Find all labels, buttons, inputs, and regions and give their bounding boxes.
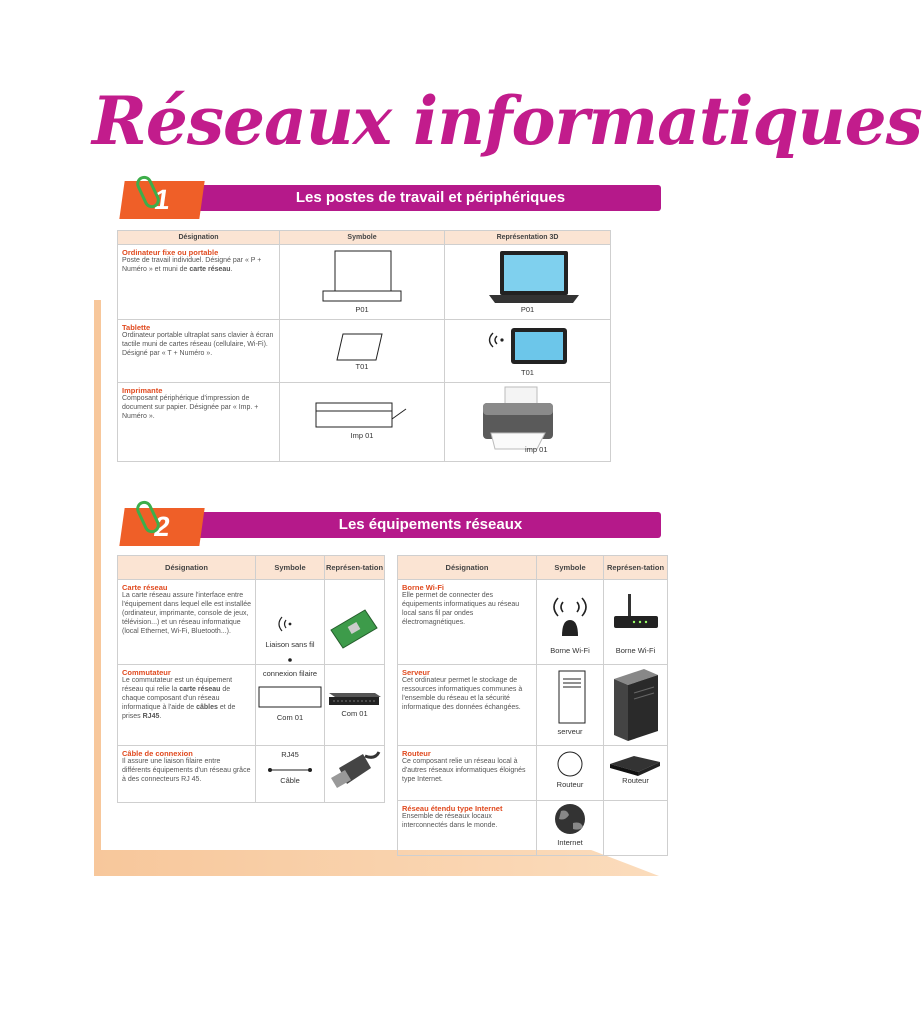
side-accent-bar [94, 300, 101, 860]
symbol-cell [256, 580, 325, 678]
router-icon [604, 746, 667, 798]
tablet-symbol-icon [280, 320, 444, 380]
col-symbol: Symbole [280, 231, 445, 245]
repr-cell [445, 245, 611, 320]
table-row [118, 580, 385, 665]
item-title: Câble de connexion [122, 749, 193, 758]
item-desc: Ordinateur portable ultraplat sans clavier à écran tactile muni de cartes réseau (cellulaire, Wi-Fi). Désigné par « T + Numéro ». [122, 332, 274, 357]
table-row [118, 665, 385, 746]
col-repr: Représen-tation [604, 556, 668, 580]
symbol-label: Borne Wi-Fi [550, 646, 590, 655]
symbol-label: Câble [280, 776, 300, 785]
repr-cell [325, 746, 385, 803]
col-repr: Représen-tation [325, 556, 385, 580]
section-1-heading-bar [200, 185, 661, 211]
designation-cell [398, 665, 537, 746]
col-designation: Désignation [118, 556, 256, 580]
item-title: Routeur [402, 749, 431, 758]
designation-cell [398, 801, 537, 856]
item-desc: Poste de travail individuel. Désigné par « P + Numéro » et muni de carte réseau. [122, 257, 262, 273]
col-3d: Représentation 3D [445, 231, 611, 245]
item-title: Commutateur [122, 668, 171, 677]
symbol-label: T01 [355, 362, 369, 371]
symbol-label: Liaison sans fil [265, 640, 315, 649]
item-title: Imprimante [122, 386, 163, 395]
designation-cell [118, 665, 256, 746]
repr-label: Com 01 [341, 709, 368, 718]
symbol-cell [537, 580, 604, 665]
repr-label: T01 [521, 368, 534, 377]
symbol-label-top: RJ45 [281, 750, 299, 759]
symbol-label: connexion filaire [262, 669, 318, 678]
symbol-label: Routeur [556, 780, 584, 789]
symbol-cell [256, 665, 325, 746]
col-symbol: Symbole [256, 556, 325, 580]
table-workstations [117, 230, 611, 462]
table-row [398, 580, 668, 665]
table-row [398, 801, 668, 856]
table-row [118, 245, 611, 320]
section-2-heading-bar [200, 512, 661, 538]
repr-cell [325, 580, 385, 665]
symbol-label: serveur [557, 727, 583, 736]
item-desc: Cet ordinateur permet le stockage de ressources informatiques communes à l'ensemble du réseau et la sécurité informatique des données échangées. [402, 677, 523, 711]
page-title: Réseaux informatiques [92, 82, 922, 160]
designation-cell [118, 245, 280, 320]
col-designation: Désignation [118, 231, 280, 245]
repr-cell [445, 320, 611, 383]
symbol-cell [537, 746, 604, 801]
item-desc: Elle permet de connecter des équipements informatiques au réseau local sans fil par ondes électromagnétiques. [402, 592, 520, 626]
col-designation: Désignation [398, 556, 537, 580]
switch-symbol-icon [256, 665, 324, 743]
designation-cell [118, 320, 280, 383]
symbol-cell [537, 801, 604, 856]
item-desc: La carte réseau assure l'interface entre l'équipement dans lequel elle est installée (ordinateur, imprimante, console de jeux, télévision...) et un réseau informatique (local Ethernet, Wi-Fi, Bluetooth...). [122, 592, 251, 635]
item-desc: Il assure une liaison filaire entre différents équipements d'un réseau grâce à des connecteurs RJ 45. [122, 758, 251, 783]
item-title: Borne Wi-Fi [402, 583, 445, 592]
network-card-icon [325, 580, 384, 662]
item-title: Tablette [122, 323, 151, 332]
item-desc: Ensemble de réseaux locaux interconnectés dans le monde. [402, 813, 498, 829]
repr-cell [604, 801, 668, 856]
item-desc: Ce composant relie un réseau local à d'autres réseaux informatiques éloignés type Internet. [402, 758, 526, 783]
section-1-number: 1 [119, 181, 204, 219]
symbol-cell [256, 746, 325, 803]
item-title: Carte réseau [122, 583, 168, 592]
symbol-cell [280, 320, 445, 383]
table-row [118, 320, 611, 383]
table-row [118, 746, 385, 803]
designation-cell [118, 580, 256, 665]
item-title: Réseau étendu type Internet [402, 804, 503, 813]
item-title: Ordinateur fixe ou portable [122, 248, 219, 257]
symbol-cell [537, 665, 604, 746]
repr-label: Borne Wi-Fi [615, 646, 656, 655]
item-title: Serveur [402, 668, 430, 677]
repr-cell [604, 746, 668, 801]
table-network-right [397, 555, 668, 856]
symbol-cell [280, 383, 445, 462]
repr-cell [325, 665, 385, 746]
repr-cell [604, 665, 668, 746]
designation-cell [398, 580, 537, 665]
designation-cell [118, 383, 280, 462]
table-header-row [118, 231, 611, 245]
item-desc: Composant périphérique d'impression de document sur papier. Désignée par « Imp. + Numéro ». [122, 395, 259, 420]
section-2-heading: Les équipements réseaux [338, 516, 523, 533]
repr-label: imp 01 [525, 445, 548, 454]
item-desc: Le commutateur est un équipement réseau qui relie la carte réseau de chaque composant d'un réseau informatique à l'aide de câbles et de prises RJ45. [122, 677, 236, 720]
section-1-heading: Les postes de travail et périphériques [295, 189, 566, 206]
wireless-symbol-icon [256, 580, 324, 662]
symbol-label: Internet [557, 838, 583, 847]
table-row [118, 383, 611, 462]
repr-cell [604, 580, 668, 665]
designation-cell [118, 746, 256, 803]
col-symbol: Symbole [537, 556, 604, 580]
table-header-row [398, 556, 668, 580]
symbol-label: Com 01 [276, 713, 304, 722]
table-row [398, 746, 668, 801]
designation-cell [398, 746, 537, 801]
server-tower-icon [604, 665, 667, 743]
rj45-cable-icon [325, 746, 384, 800]
symbol-label: Imp 01 [350, 431, 374, 440]
repr-cell [445, 383, 611, 462]
symbol-cell [280, 245, 445, 320]
table-network-left [117, 555, 385, 803]
router-symbol-icon [537, 746, 603, 798]
section-2-number: 2 [119, 508, 204, 546]
table-header-row [118, 556, 385, 580]
table-row [398, 665, 668, 746]
symbol-label: P01 [355, 305, 369, 314]
printer-symbol-icon [280, 383, 444, 459]
repr-label: Routeur [622, 776, 649, 785]
repr-label: P01 [520, 305, 535, 314]
switch-icon [325, 665, 384, 743]
